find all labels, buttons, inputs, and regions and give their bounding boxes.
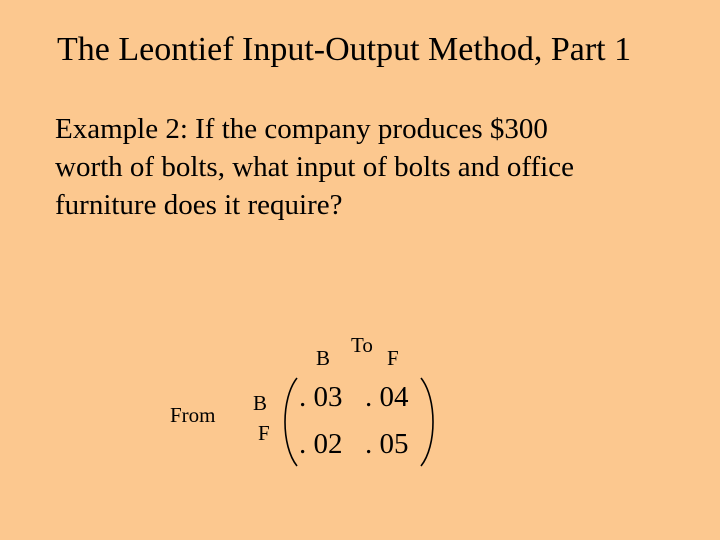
slide-title: The Leontief Input-Output Method, Part 1: [57, 31, 632, 68]
matrix-cell-r1c2: . 04: [365, 381, 409, 413]
row-label-f: F: [258, 421, 270, 445]
right-bracket: [421, 378, 433, 466]
matrix-cell-r2c2: . 05: [365, 428, 409, 460]
from-label: From: [170, 403, 216, 427]
matrix-cell-r2c1: . 02: [299, 428, 343, 460]
matrix-cell-r1c1: . 03: [299, 381, 343, 413]
to-label: To: [351, 333, 373, 357]
column-label-b: B: [316, 346, 331, 370]
example-line-3: furniture does it require?: [55, 189, 343, 221]
left-bracket: [285, 378, 297, 466]
column-label-f: F: [387, 346, 399, 370]
example-line-1: Example 2: If the company produces $300: [55, 113, 548, 145]
row-label-b: B: [253, 391, 268, 415]
example-line-2: worth of bolts, what input of bolts and office: [55, 151, 574, 183]
